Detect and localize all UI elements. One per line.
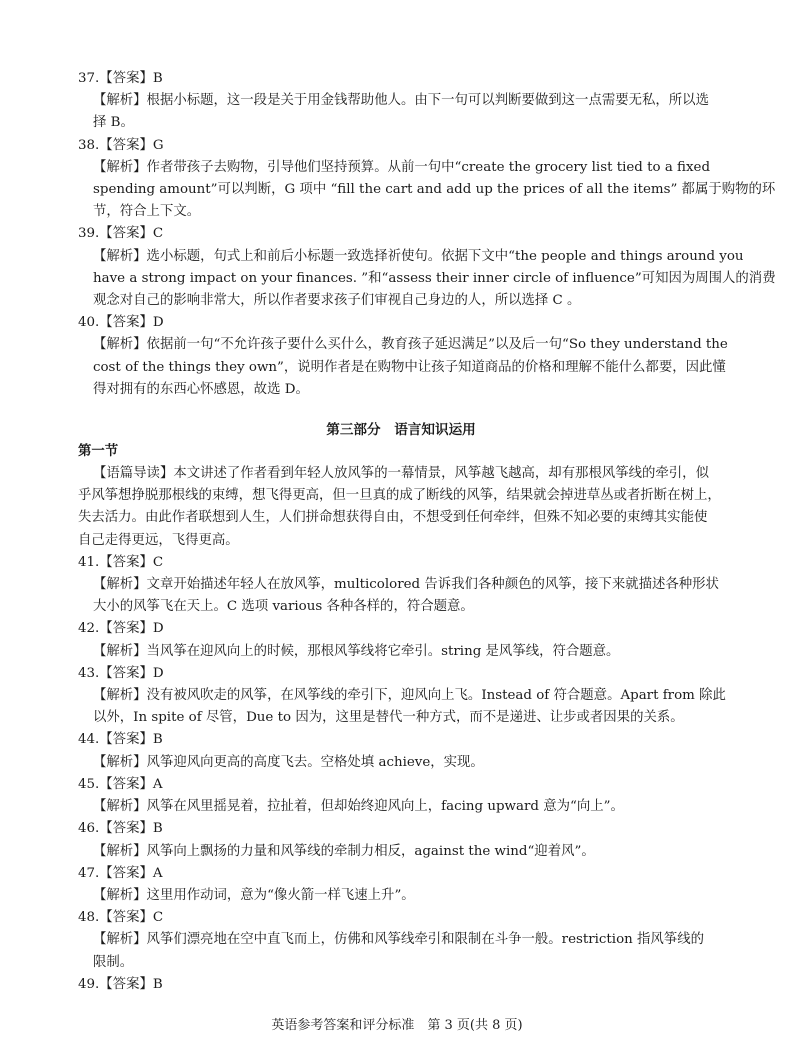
- answer-line: 43.【答案】D: [78, 665, 164, 681]
- analysis-line: 【解析】当风筝在迎风向上的时候，那根风筝线将它牵引。string 是风筝线，符合题意。: [93, 643, 620, 659]
- answer-item-38: [78, 135, 776, 224]
- analysis-line: cost of the things they own”，说明作者是在购物中让孩子知道商品的价格和理解不能什么都要，因此懂: [93, 359, 726, 375]
- analysis-line: 【解析】依据前一句“不允许孩子要什么买什么，教育孩子延迟满足”以及后一句“So they understand the: [93, 337, 728, 353]
- analysis-line: 限制。: [93, 954, 134, 970]
- analysis-line: 节，符合上下文。: [93, 204, 201, 220]
- intro-line: 乎风筝想挣脱那根线的束缚，想飞得更高，但一旦真的成了断线的风筝，结果就会掉进草丛或者折断在树上，: [78, 488, 721, 504]
- answer-line: 39.【答案】C: [78, 226, 164, 242]
- answer-line: 40.【答案】D: [78, 315, 164, 331]
- page-footer: 英语参考答案和评分标准 第 3 页(共 8 页): [271, 1018, 523, 1033]
- answer-item-40: [78, 312, 728, 401]
- answer-item-39: [78, 223, 776, 312]
- answer-item-48: [78, 907, 724, 974]
- answer-item-45: [78, 774, 724, 818]
- analysis-line: 以外，In spite of 尽管，Due to 因为，这里是替代一种方式，而不是递进、让步或者因果的关系。: [93, 710, 684, 726]
- answer-item-44: [78, 729, 724, 773]
- answer-line: 47.【答案】A: [78, 865, 163, 881]
- answer-line: 41.【答案】C: [78, 554, 164, 570]
- answer-line: 44.【答案】B: [78, 732, 163, 748]
- analysis-line: 【解析】作者带孩子去购物，引导他们坚持预算。从前一句中“create the grocery list tied to a fixed: [93, 159, 711, 175]
- page-content: [78, 68, 776, 996]
- answer-item-42: [78, 618, 724, 662]
- answer-line: 49.【答案】B: [78, 976, 163, 992]
- analysis-line: 【解析】风筝迎风向更高的高度飞去。空格处填 achieve，实现。: [93, 754, 484, 770]
- analysis-line: 【解析】文章开始描述年轻人在放风筝，multicolored 告诉我们各种颜色的风筝，接下来就描述各种形状: [93, 577, 719, 593]
- intro-line: 自己走得更远，飞得更高。: [78, 532, 239, 548]
- answer-line: 38.【答案】G: [78, 137, 164, 153]
- answer-item-43: [78, 663, 724, 730]
- intro-line: 【语篇导读】本文讲述了作者看到年轻人放风筝的一幕情景，风筝越飞越高，却有那根风筝线的牵引，似: [93, 466, 709, 482]
- answer-item-47: [78, 863, 724, 907]
- answer-line: 37.【答案】B: [78, 71, 163, 86]
- analysis-line: 择 B。: [93, 115, 134, 131]
- intro-line: 失去活力。由此作者联想到人生，人们拼命想获得自由，不想受到任何牵绊，但殊不知必要的束缚其实能使: [78, 510, 708, 526]
- analysis-line: spending amount”可以判断，G 项中 “fill the cart and add up the prices of all the items” 都属于购物的环: [93, 182, 776, 198]
- analysis-line: 【解析】根据小标题，这一段是关于用金钱帮助他人。由下一句可以判断要做到这一点需要无私，所以选: [93, 93, 709, 109]
- analysis-line: 大小的风筝飞在天上。C 选项 various 各种各样的，符合题意。: [93, 599, 474, 615]
- analysis-line: 得对拥有的东西心怀感恩，故选 D。: [93, 381, 309, 397]
- analysis-line: 【解析】风筝向上飘扬的力量和风筝线的牵制力相反，against the wind“迎着风”。: [93, 843, 595, 859]
- answer-item-49: [78, 974, 724, 996]
- answer-line: 48.【答案】C: [78, 910, 164, 926]
- analysis-line: 【解析】风筝在风里摇晃着，拉扯着，但却始终迎风向上，facing upward 意为“向上”。: [93, 799, 624, 815]
- analysis-line: 【解析】风筝们漂亮地在空中直飞而上，仿佛和风筝线牵引和限制在斗争一般。restriction 指风筝线的: [93, 932, 704, 948]
- answer-item-37: [78, 68, 724, 135]
- answer-item-46: [78, 818, 724, 862]
- section-title: 第三部分 语言知识运用: [326, 422, 476, 439]
- passage-intro: [78, 463, 724, 552]
- answer-item-41: [78, 552, 724, 619]
- answer-line: 42.【答案】D: [78, 621, 164, 637]
- analysis-line: have a strong impact on your finances. ”和“assess their inner circle of influence”可知因为周围人的消费: [93, 270, 776, 286]
- answer-line: 46.【答案】B: [78, 821, 163, 837]
- section-subtitle: 第一节: [78, 444, 119, 460]
- answer-line: 45.【答案】A: [78, 776, 163, 792]
- analysis-line: 【解析】没有被风吹走的风筝，在风筝线的牵引下，迎风向上飞。Instead of 符合题意。Apart from 除此: [93, 688, 726, 704]
- analysis-line: 观念对自己的影响非常大，所以作者要求孩子们审视自己身边的人，所以选择 C 。: [93, 293, 581, 309]
- analysis-line: 【解析】这里用作动词，意为“像火箭一样飞速上升”。: [93, 887, 415, 903]
- analysis-line: 【解析】选小标题，句式上和前后小标题一致选择祈使句。依据下文中“the people and things around you: [93, 248, 744, 264]
